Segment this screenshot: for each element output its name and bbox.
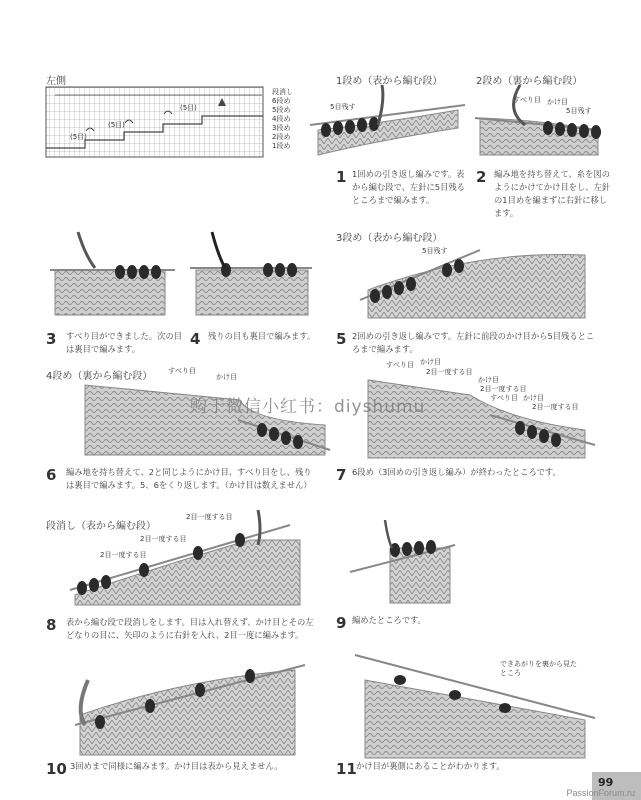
step-number: 6	[46, 466, 57, 484]
step-number: 9	[336, 614, 347, 632]
step-caption: すべり目ができました。次の目は裏目で編みます。	[66, 331, 182, 354]
step-caption: 編み地を持ち替えて、糸を図のようにかけてかけ目をし、左針の1目めを編まずに右針に移します。	[494, 169, 611, 218]
watermark-text: 购于微信小红书：diyshumu	[190, 397, 426, 417]
label-k2tog: 2目一度する目	[100, 551, 147, 559]
label-finished-back: できあがりを裏から見たところ	[500, 660, 577, 677]
footer-site: PassionForum.ru	[566, 788, 635, 798]
chart-row-label: 6段め	[272, 97, 291, 105]
step-caption: 6段め（3回めの引き返し編み）が終わったところです。	[352, 467, 561, 477]
step-number: 5	[336, 330, 347, 348]
label-five-left: 5目残す	[422, 247, 448, 255]
step1-illustration	[310, 85, 465, 155]
step-caption: 編めたところです。	[352, 615, 426, 625]
chart-row-label: 3段め	[272, 124, 291, 132]
label-slip: すべり目	[168, 367, 196, 375]
step-number: 10	[46, 760, 67, 778]
section-row4: 4段め（裏から編む段）	[46, 371, 153, 382]
step-number: 7	[336, 466, 347, 484]
label-yo: かけ目	[216, 373, 237, 381]
step-number: 8	[46, 616, 57, 634]
label-five-left: 5目残す	[330, 103, 356, 111]
label-k2tog: 2目一度する目	[532, 403, 579, 411]
label-k2tog: 2目一度する目	[186, 513, 233, 521]
step-caption: 残りの目も裏目で編みます。	[208, 331, 316, 341]
label-slip: すべり目	[490, 394, 518, 402]
step9-illustration	[350, 520, 455, 603]
label-k2tog: 2目一度する目	[480, 385, 527, 393]
label-slip: すべり目	[513, 96, 541, 104]
chart-count-label: (5目)	[108, 121, 125, 129]
step-caption: 1回めの引き返し編みです。表から編む段で、左針に5目残るところまで編みます。	[352, 169, 465, 205]
label-yo: かけ目	[547, 98, 568, 106]
step-caption: かけ目が裏側にあることがわかります。	[356, 761, 505, 771]
chart-row-label: 4段め	[272, 115, 291, 123]
step5-illustration	[360, 250, 585, 318]
step3-illustration	[50, 232, 175, 315]
label-k2tog: 2目一度する目	[140, 535, 187, 543]
section-row3: 3段め（表から編む段）	[336, 233, 443, 244]
step-caption: 3回めまで同様に編みます。かけ目は表から見えません。	[70, 761, 283, 771]
label-k2tog: 2目一度する目	[426, 368, 473, 376]
short-row-chart	[46, 87, 263, 157]
section-bindoff: 段消し（表から編む段）	[46, 521, 156, 532]
chart-row-label: 1段め	[272, 142, 291, 150]
chart-count-label: (5目)	[70, 133, 87, 141]
step-number: 2	[476, 168, 487, 186]
step10-illustration	[75, 665, 305, 755]
section-row1: 1段め（表から編む段）	[336, 76, 443, 87]
section-row2: 2段め（裏から編む段）	[476, 76, 583, 87]
chart-row-label: 5段め	[272, 106, 291, 114]
step-caption: 表から編む段で段消しをします。目は入れ替えず、かけ目とその左どなりの目に、矢印のように右針を入れ、2目一度に編みます。	[66, 617, 314, 640]
label-yo: かけ目	[420, 358, 441, 366]
chart-row-label: 段消し	[272, 88, 293, 96]
step-number: 3	[46, 330, 57, 348]
label-yo: かけ目	[523, 394, 544, 402]
step-number: 4	[190, 330, 201, 348]
step-caption: 編み地を持ち替えて、2と同じようにかけ目、すべり目をし、残りは裏目で編みます。5、6をくり返します。（かけ目は数えません）	[66, 467, 312, 490]
label-five-left: 5目残す	[566, 107, 592, 115]
step-number: 1	[336, 168, 347, 186]
label-slip: すべり目	[386, 361, 414, 369]
step4-illustration	[190, 232, 312, 315]
chart-count-label: (5目)	[180, 104, 197, 112]
step-number: 11	[336, 760, 357, 778]
label-yo: かけ目	[478, 376, 499, 384]
step-caption: 2回めの引き返し編みです。左針に前段のかけ目から5目残るところまで編みます。	[352, 331, 595, 354]
chart-row-label: 2段め	[272, 133, 291, 141]
section-left-side: 左側	[46, 76, 66, 87]
page-number: 99	[598, 776, 614, 789]
